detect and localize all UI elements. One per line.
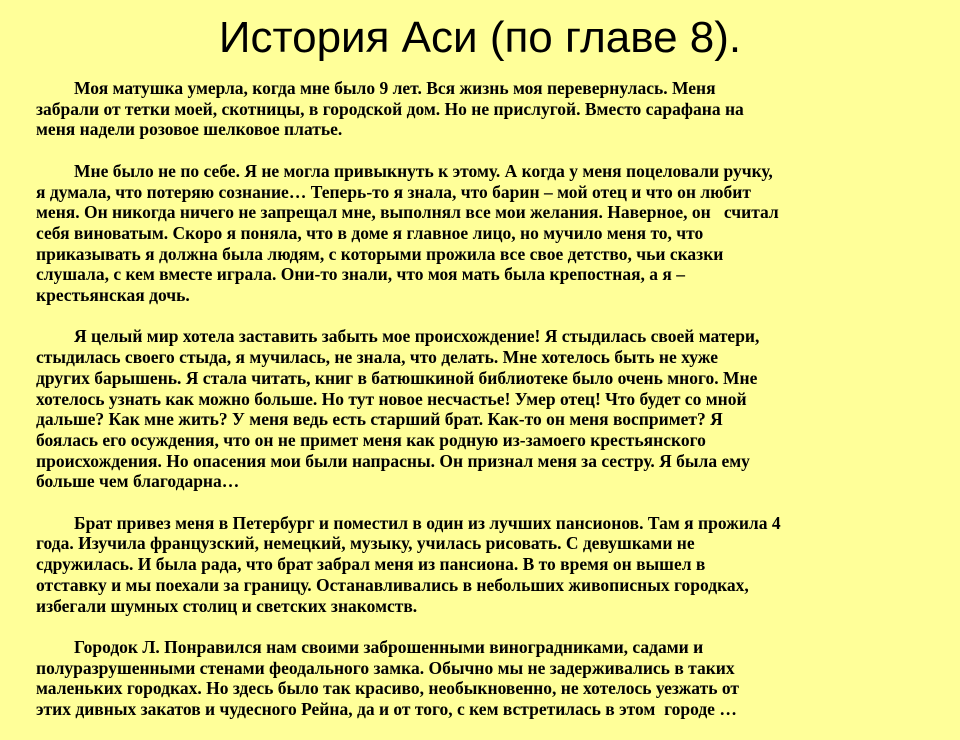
text-line: Я целый мир хотела заставить забыть мое происхождение! Я стыдилась своей матери, <box>74 326 760 347</box>
text-line: избегали шумных столиц и светских знакомств. <box>36 595 418 616</box>
text-line: Брат привез меня в Петербург и поместил в один из лучших пансионов. Там я прожила 4 <box>74 512 781 533</box>
text-line: маленьких городках. Но здесь было так красиво, необыкновенно, не хотелось уезжать от <box>36 678 739 699</box>
text-line: забрали от тетки моей, скотницы, в городской дом. Но не прислугой. Вместо сарафана на <box>36 98 744 119</box>
text-line: происхождения. Но опасения мои были напрасны. Он признал меня за сестру. Я была ему <box>36 450 750 471</box>
text-line: Моя матушка умерла, когда мне было 9 лет. Вся жизнь моя перевернулась. Меня <box>74 78 716 98</box>
text-line: дальше? Как мне жить? У меня ведь есть старший брат. Как-то он меня воспримет? Я <box>36 409 723 430</box>
text-line: я думала, что потеряю сознание… Теперь-то я знала, что барин – мой отец и что он любит <box>36 181 751 202</box>
text-line: сдружилась. И была рада, что брат забрал меня из пансиона. В то время он вышел в <box>36 554 706 575</box>
text-line: хотелось узнать как можно больше. Но тут новое несчастье! Умер отец! Что будет со мной <box>36 388 747 409</box>
text-line: приказывать я должна была людям, с которыми прожила все свое детство, чьи сказки <box>36 243 724 264</box>
text-line: слушала, с кем вместе играла. Они-то знали, что моя мать была крепостная, а я – <box>36 264 686 285</box>
text-line: полуразрушенными стенами феодального замка. Обычно мы не задерживались в таких <box>36 657 735 678</box>
text-line: Мне было не по себе. Я не могла привыкнуть к этому. А когда у меня поцеловали ручку, <box>74 160 773 181</box>
text-line: Городок Л. Понравился нам своими заброшенными виноградниками, садами и <box>74 636 704 657</box>
text-line: года. Изучила французский, немецкий, музыку, училась рисовать. С девушками не <box>36 533 695 554</box>
text-line: других барышень. Я стала читать, книг в батюшкиной библиотеке было очень много. Мне <box>36 367 758 388</box>
text-line: меня надели розовое шелковое платье. <box>36 119 343 140</box>
text-line: боялась его осуждения, что он не примет меня как родную из-замоего крестьянского <box>36 429 706 450</box>
text-line: стыдилась своего стыда, я мучилась, не знала, что делать. Мне хотелось быть не хуже <box>36 347 718 368</box>
text-line: себя виноватым. Скоро я поняла, что в доме я главное лицо, но мучило меня то, что <box>36 222 704 243</box>
paragraph <box>36 161 936 306</box>
text-line: меня. Он никогда ничего не запрещал мне, выполнял все мои желания. Наверное, он считал <box>36 202 779 223</box>
paragraph <box>36 637 936 720</box>
text-line: этих дивных закатов и чудесного Рейна, да и от того, с кем встретилась в этом городе … <box>36 699 737 720</box>
text-line: отставку и мы поехали за границу. Останавливались в небольших живописных городках, <box>36 574 749 595</box>
paragraph <box>36 78 936 140</box>
story-text <box>36 78 936 740</box>
paragraph <box>36 513 936 617</box>
paragraph <box>36 326 936 492</box>
text-line: крестьянская дочь. <box>36 285 190 306</box>
slide-title: История Аси (по главе 8). <box>218 13 742 62</box>
text-line: больше чем благодарна… <box>36 471 240 492</box>
